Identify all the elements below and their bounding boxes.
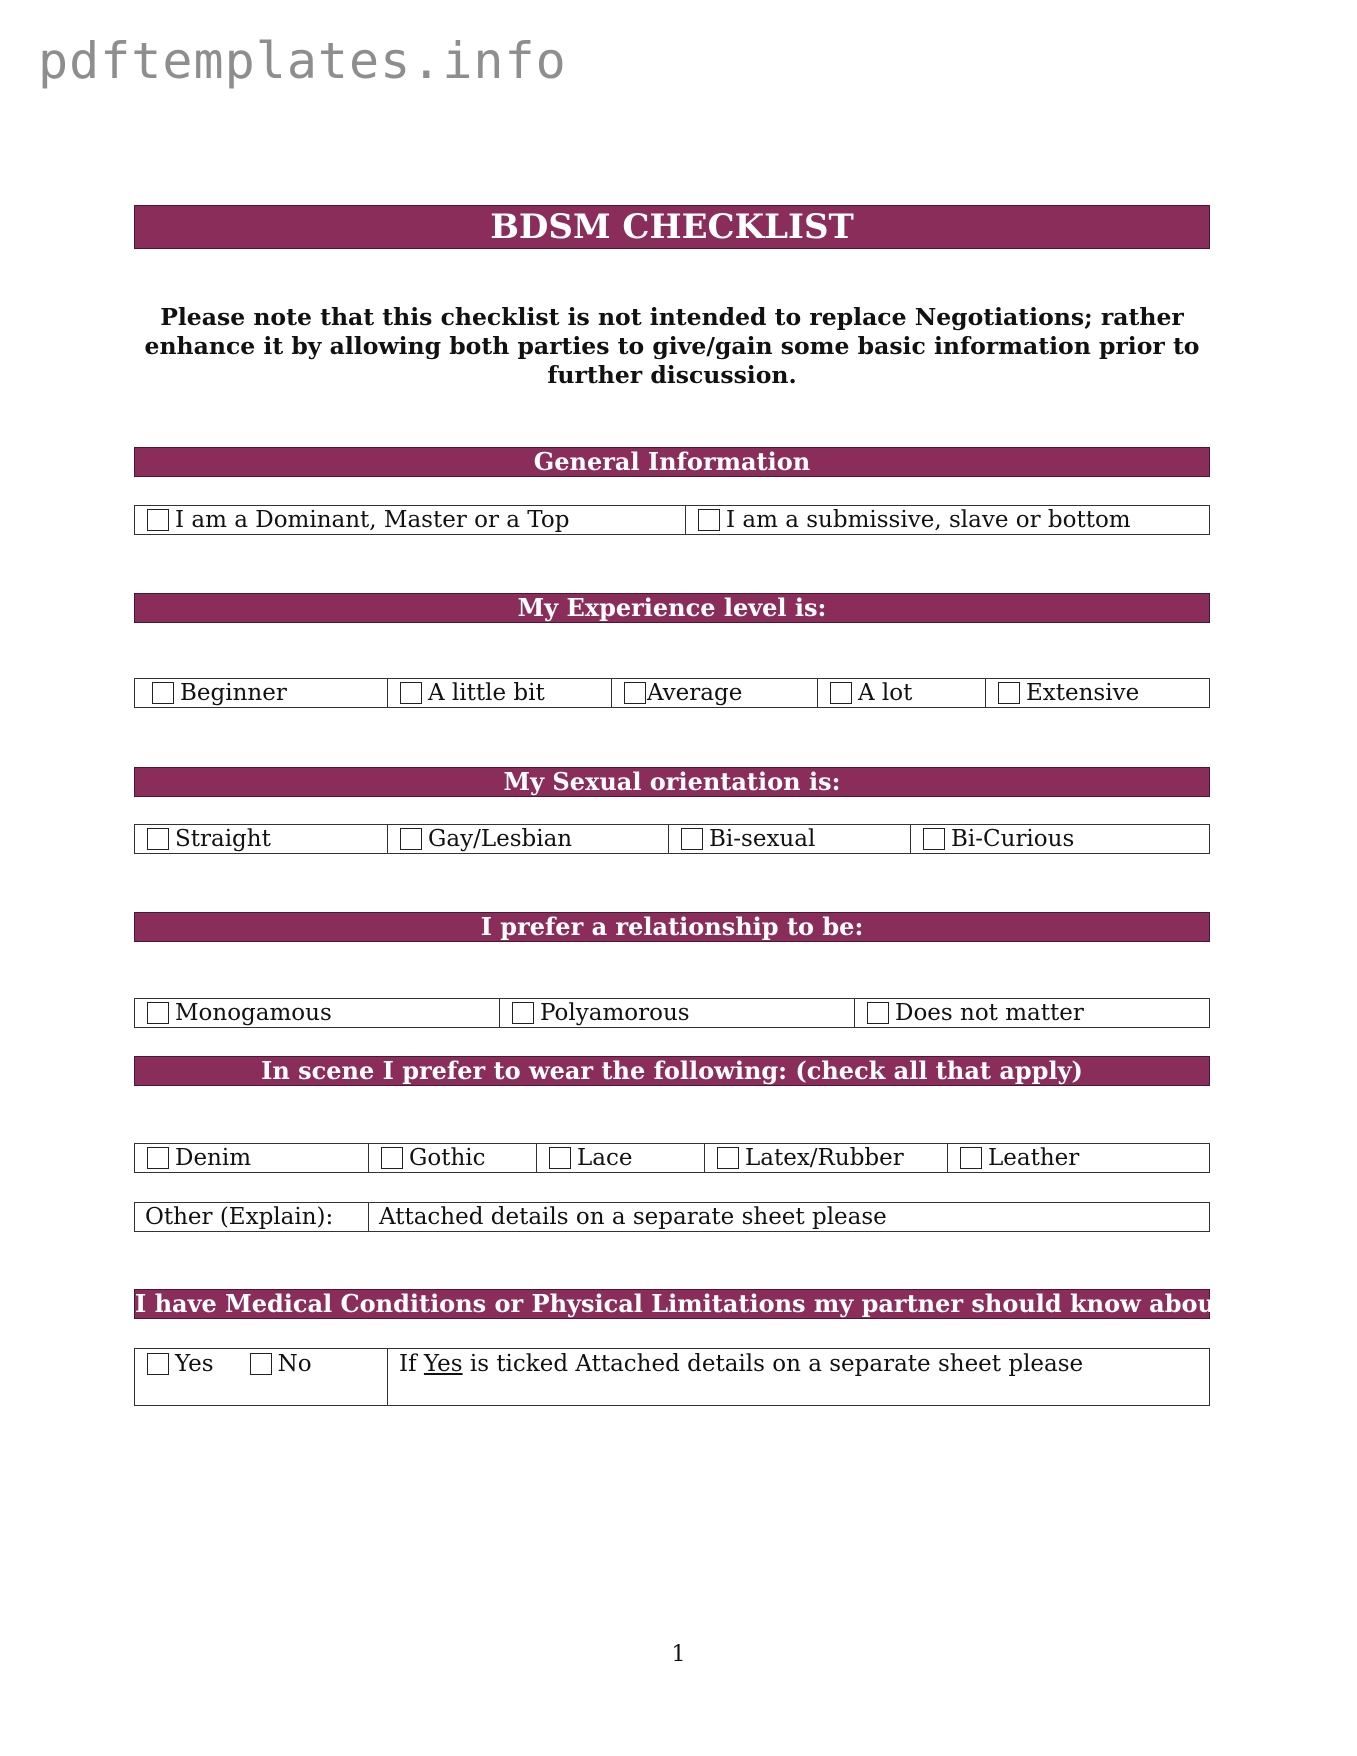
lace-option[interactable] bbox=[537, 1144, 705, 1172]
bisexual-checkbox[interactable] bbox=[681, 828, 703, 850]
wear-heading: In scene I prefer to wear the following: (check all that apply) bbox=[134, 1056, 1210, 1086]
medical-no-checkbox[interactable] bbox=[250, 1353, 272, 1375]
orientation-row bbox=[134, 824, 1210, 854]
monogamous-checkbox[interactable] bbox=[147, 1002, 169, 1024]
page-number: 1 bbox=[671, 1642, 686, 1667]
watermark: pdftemplates.info bbox=[38, 32, 567, 90]
bicurious-checkbox[interactable] bbox=[923, 828, 945, 850]
medical-note-prefix: If bbox=[399, 1351, 424, 1377]
relationship-row bbox=[134, 998, 1210, 1028]
latex-rubber-checkbox[interactable] bbox=[717, 1147, 739, 1169]
experience-heading: My Experience level is: bbox=[134, 593, 1210, 623]
extensive-option[interactable] bbox=[986, 679, 1209, 707]
gay-lesbian-label: Gay/Lesbian bbox=[428, 826, 573, 852]
denim-option[interactable] bbox=[135, 1144, 369, 1172]
beginner-checkbox[interactable] bbox=[152, 682, 174, 704]
wear-row bbox=[134, 1143, 1210, 1173]
gay-lesbian-option[interactable] bbox=[388, 825, 669, 853]
medical-heading: I have Medical Conditions or Physical Limitations my partner should know about bbox=[135, 1289, 1227, 1318]
intro-note: Please note that this checklist is not intended to replace Negotiations; rather enhance it by allowing both parties to give/gain some basic information prior to further discussion. bbox=[144, 303, 1200, 389]
bicurious-option[interactable] bbox=[911, 825, 1209, 853]
latex-rubber-label: Latex/Rubber bbox=[745, 1145, 904, 1171]
bisexual-label: Bi-sexual bbox=[709, 826, 816, 852]
gothic-checkbox[interactable] bbox=[381, 1147, 403, 1169]
medical-yes-label: Yes bbox=[175, 1351, 214, 1377]
medical-choice-cell bbox=[135, 1349, 388, 1405]
general-row bbox=[134, 505, 1210, 535]
medical-note bbox=[388, 1349, 1209, 1405]
little-bit-checkbox[interactable] bbox=[400, 682, 422, 704]
polyamorous-label: Polyamorous bbox=[540, 1000, 690, 1026]
lace-checkbox[interactable] bbox=[549, 1147, 571, 1169]
polyamorous-checkbox[interactable] bbox=[512, 1002, 534, 1024]
general-heading: General Information bbox=[134, 447, 1210, 477]
straight-checkbox[interactable] bbox=[147, 828, 169, 850]
denim-label: Denim bbox=[175, 1145, 252, 1171]
medical-note-suffix: is ticked Attached details on a separate sheet please bbox=[462, 1351, 1084, 1377]
medical-note-yes: Yes bbox=[423, 1351, 463, 1377]
medical-no-label: No bbox=[277, 1351, 312, 1377]
extensive-checkbox[interactable] bbox=[998, 682, 1020, 704]
beginner-option[interactable] bbox=[135, 679, 388, 707]
dominant-checkbox[interactable] bbox=[147, 509, 169, 531]
submissive-checkbox[interactable] bbox=[698, 509, 720, 531]
polyamorous-option[interactable] bbox=[500, 999, 855, 1027]
does-not-matter-label: Does not matter bbox=[895, 1000, 1084, 1026]
leather-label: Leather bbox=[988, 1145, 1080, 1171]
leather-checkbox[interactable] bbox=[960, 1147, 982, 1169]
relationship-heading: I prefer a relationship to be: bbox=[134, 912, 1210, 942]
beginner-label: Beginner bbox=[180, 680, 287, 706]
little-bit-option[interactable] bbox=[388, 679, 612, 707]
latex-rubber-option[interactable] bbox=[705, 1144, 948, 1172]
straight-option[interactable] bbox=[135, 825, 388, 853]
experience-row bbox=[134, 678, 1210, 708]
gay-lesbian-checkbox[interactable] bbox=[400, 828, 422, 850]
leather-option[interactable] bbox=[948, 1144, 1209, 1172]
a-lot-option[interactable] bbox=[818, 679, 986, 707]
average-checkbox[interactable] bbox=[624, 682, 646, 704]
straight-label: Straight bbox=[175, 826, 271, 852]
bisexual-option[interactable] bbox=[669, 825, 911, 853]
average-option[interactable] bbox=[612, 679, 818, 707]
average-label: Average bbox=[647, 680, 743, 706]
does-not-matter-checkbox[interactable] bbox=[867, 1002, 889, 1024]
monogamous-option[interactable] bbox=[135, 999, 500, 1027]
does-not-matter-option[interactable] bbox=[855, 999, 1209, 1027]
monogamous-label: Monogamous bbox=[175, 1000, 332, 1026]
gothic-label: Gothic bbox=[409, 1145, 486, 1171]
dominant-option[interactable] bbox=[135, 506, 686, 534]
lace-label: Lace bbox=[577, 1145, 633, 1171]
wear-other-row bbox=[134, 1202, 1210, 1232]
bicurious-label: Bi-Curious bbox=[951, 826, 1075, 852]
other-label: Other (Explain): bbox=[135, 1203, 369, 1231]
page-title: BDSM CHECKLIST bbox=[134, 205, 1210, 249]
submissive-option[interactable] bbox=[686, 506, 1209, 534]
medical-yes-checkbox[interactable] bbox=[147, 1353, 169, 1375]
a-lot-label: A lot bbox=[858, 680, 913, 706]
submissive-label: I am a submissive, slave or bottom bbox=[726, 507, 1131, 533]
dominant-label: I am a Dominant, Master or a Top bbox=[175, 507, 570, 533]
medical-row bbox=[134, 1348, 1210, 1406]
orientation-heading: My Sexual orientation is: bbox=[134, 767, 1210, 797]
gothic-option[interactable] bbox=[369, 1144, 537, 1172]
little-bit-label: A little bit bbox=[428, 680, 545, 706]
other-field[interactable]: Attached details on a separate sheet please bbox=[379, 1204, 887, 1230]
a-lot-checkbox[interactable] bbox=[830, 682, 852, 704]
denim-checkbox[interactable] bbox=[147, 1147, 169, 1169]
extensive-label: Extensive bbox=[1026, 680, 1140, 706]
